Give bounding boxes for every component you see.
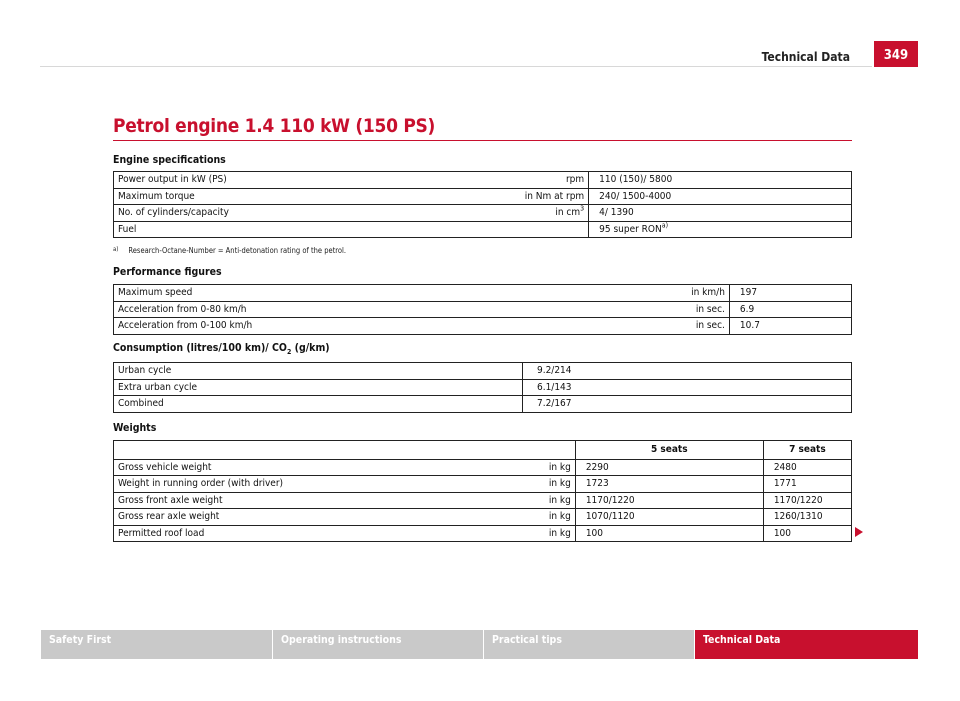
row-value: 9.2/214 [523, 363, 852, 380]
row-label: Gross rear axle weight [114, 509, 457, 526]
table-row [114, 301, 852, 318]
continue-arrow-icon [855, 527, 863, 537]
heading-subscript: 2 [286, 348, 292, 357]
row-label: Weight in running order (with driver) [114, 476, 457, 493]
performance-heading: Performance figures [113, 266, 222, 278]
header-rule [40, 66, 872, 67]
row-value: 6.1/143 [523, 379, 852, 396]
row-label: Maximum torque [114, 188, 471, 205]
table-row [114, 476, 852, 493]
title-rule [113, 140, 852, 141]
row-value: 6.9 [729, 301, 851, 318]
footnote-ref: a) [661, 221, 669, 230]
row-unit: in kg [457, 492, 576, 509]
row-unit: rpm [470, 172, 589, 189]
row-label: Fuel [114, 221, 471, 238]
row-label: Power output in kW (PS) [114, 172, 471, 189]
table-row [114, 221, 852, 238]
table-row [114, 188, 852, 205]
row-value: 1723 [575, 476, 763, 493]
row-value: 7.2/167 [523, 396, 852, 413]
table-row [114, 492, 852, 509]
table-row [114, 318, 852, 335]
row-unit: in kg [457, 525, 576, 542]
table-row [114, 363, 852, 380]
row-value: 1170/1220 [575, 492, 763, 509]
table-row [114, 285, 852, 302]
row-label: Acceleration from 0-80 km/h [114, 301, 611, 318]
table-row [114, 205, 852, 222]
row-value: 4/ 1390 [589, 205, 852, 222]
row-unit: in kg [457, 459, 576, 476]
column-header: 7 seats [763, 441, 851, 460]
row-unit: in kg [457, 509, 576, 526]
row-label: Combined [114, 396, 523, 413]
row-value: 2480 [763, 459, 851, 476]
weights-table [113, 440, 852, 542]
row-value [589, 221, 852, 238]
page-number: 349 [874, 41, 918, 67]
heading-text: Consumption (litres/100 km)/ CO [113, 342, 287, 354]
row-value: 1170/1220 [763, 492, 851, 509]
row-value: 10.7 [729, 318, 851, 335]
weights-heading: Weights [113, 422, 157, 434]
table-row [114, 172, 852, 189]
row-value: 1771 [763, 476, 851, 493]
row-unit: in kg [457, 476, 576, 493]
heading-text-end: (g/km) [291, 342, 330, 354]
consumption-table [113, 362, 852, 413]
column-header: 5 seats [575, 441, 763, 460]
footnote [113, 246, 346, 255]
row-label: Extra urban cycle [114, 379, 523, 396]
table-row [114, 525, 852, 542]
row-label: Acceleration from 0-100 km/h [114, 318, 611, 335]
footnote-marker: a) [113, 246, 119, 253]
row-label: Permitted roof load [114, 525, 457, 542]
tab-operating-instructions[interactable]: Operating instructions [273, 630, 483, 659]
row-unit [470, 205, 589, 222]
row-unit: in Nm at rpm [470, 188, 589, 205]
table-row [114, 509, 852, 526]
row-value: 2290 [575, 459, 763, 476]
row-label: No. of cylinders/capacity [114, 205, 471, 222]
unit-superscript: 3 [580, 204, 585, 213]
performance-table [113, 284, 852, 335]
row-label: Urban cycle [114, 363, 523, 380]
row-value: 110 (150)/ 5800 [589, 172, 852, 189]
table-row [114, 396, 852, 413]
engine-table [113, 171, 852, 238]
footnote-text: Research-Octane-Number = Anti-detonation rating of the petrol. [128, 246, 347, 255]
row-unit [470, 221, 589, 238]
unit-text: in cm [555, 207, 581, 219]
row-unit: in sec. [611, 318, 730, 335]
row-label: Gross vehicle weight [114, 459, 457, 476]
table-header-row [114, 441, 852, 460]
row-unit: in km/h [611, 285, 730, 302]
row-label: Gross front axle weight [114, 492, 457, 509]
table-row [114, 379, 852, 396]
blank-header-cell [114, 441, 576, 460]
row-value: 1070/1120 [575, 509, 763, 526]
page-title: Petrol engine 1.4 110 kW (150 PS) [113, 115, 436, 137]
row-label: Maximum speed [114, 285, 611, 302]
table-row [114, 459, 852, 476]
row-value: 100 [763, 525, 851, 542]
row-value: 1260/1310 [763, 509, 851, 526]
consumption-heading [113, 342, 330, 357]
row-value: 240/ 1500-4000 [589, 188, 852, 205]
row-value: 100 [575, 525, 763, 542]
tab-safety-first[interactable]: Safety First [41, 630, 272, 659]
tab-technical-data[interactable]: Technical Data [695, 630, 918, 659]
running-head: Technical Data [761, 50, 850, 64]
engine-heading: Engine specifications [113, 154, 226, 166]
value-text: 95 super RON [599, 223, 662, 235]
row-value: 197 [729, 285, 851, 302]
tab-practical-tips[interactable]: Practical tips [484, 630, 694, 659]
row-unit: in sec. [611, 301, 730, 318]
